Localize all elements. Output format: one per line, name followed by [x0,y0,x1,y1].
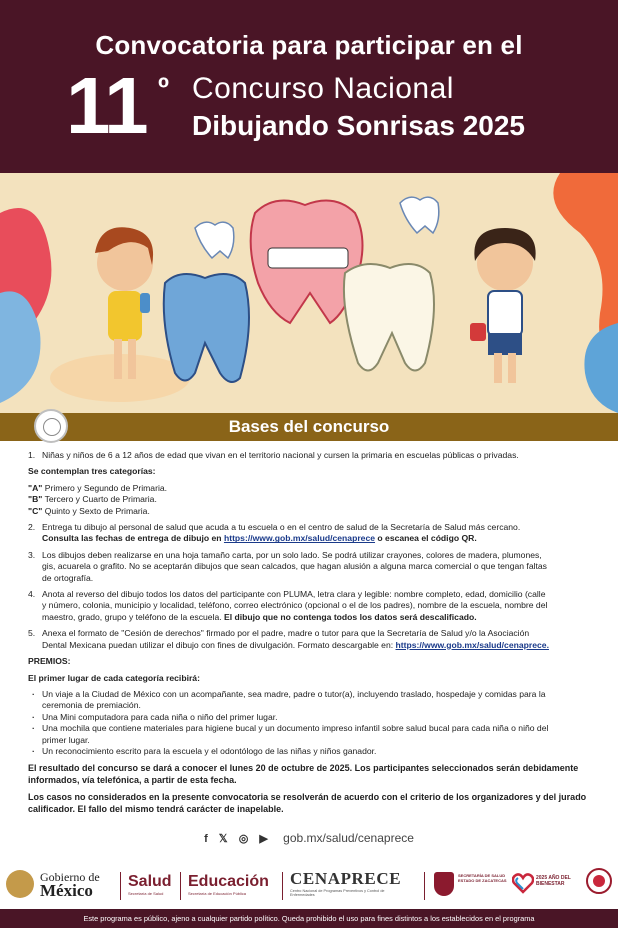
category-a: "A" Primero y Segundo de Primaria. [28,482,168,493]
footer-disclaimer: Este programa es público, ajeno a cualquier partido político. Queda prohibido el uso para fines distintos a los establecidos en el programa [0,909,618,928]
rule-4-line-2: y número, colonia, municipio y localidad, teléfono, correo electrónico (opcional o el de los padres), nombre de la escuela, nombre del [42,600,548,611]
title-line-1: Convocatoria para participar en el [95,30,523,60]
title-line-3: Dibujando Sonrisas 2025 [192,110,525,141]
gobierno-de: Gobierno de [40,870,100,884]
illustration-banner [0,173,618,413]
bases-title: Bases del concurso [228,417,390,436]
prize-4: · Un reconocimiento escrito para la escuela y el odontólogo de las niñas y niños ganador. [28,746,594,757]
edition-number: 11 [66,61,147,150]
rule-5-line-2: Dental Mexicana puedan utilizar el dibujo con fines de divulgación. Formato descargable en: https://www.gob.mx/salud/cenaprece. [42,639,549,650]
rule-3-line-3: de ortografía. [42,572,94,583]
logo-separator [180,872,181,900]
logos-row [0,858,618,908]
tooth-drawing-blue [164,274,249,382]
bienestar-logo: 2025 AÑO DEL BIENESTAR [536,875,571,887]
social-media-icon[interactable]: f 𝕏 ◎ ▶ [204,833,272,845]
cases-notice: Los casos no considerados en la presente convocatoria se resolverán de acuerdo con el criterio de los organizadores y del jurado calificador. El fallo del mismo tendrá carácter de inapelable. [28,792,587,815]
contest-rules [28,450,594,815]
prizes-subtitle: El primer lugar de cada categoría recibirá: [28,672,200,683]
cenaprece-sub: Centro Nacional de Programas Preventivos y Control de Enfermedades [290,889,385,898]
title-line-2: Concurso Nacional [192,72,454,105]
rule-2: 2. Entrega tu dibujo al personal de salud que acuda a tu escuela o en el centro de salud de la Secretaría de Salud más cercano. [28,522,521,533]
social-url[interactable]: gob.mx/salud/cenaprece [283,831,414,845]
educacion-sub: Secretaría de Educación Pública [188,891,247,896]
category-b: "B" Tercero y Cuarto de Primaria. [28,494,157,505]
educacion-logo: Educación [188,873,269,890]
bases-bar [0,413,618,441]
flying-tooth-right [400,197,439,233]
header-banner [0,0,618,173]
logo-separator [120,872,121,900]
rule-4: 4. Anota al reverso del dibujo todos los datos del participante con PLUMA, letra clara y legible: nombre completo, edad, domicilio (calle [28,589,546,600]
logo-separator [424,872,425,900]
salud-logo: Salud [128,873,172,890]
rule-3: 3. Los dibujos deben realizarse en una hoja tamaño carta, por un solo lado. Se podrá utilizar crayones, colores de madera, plumones, [28,549,542,560]
mexico-seal-icon [6,870,34,898]
cenaprece-link[interactable]: https://www.gob.mx/salud/cenaprece [223,533,376,544]
categories-title: Se contemplan tres categorías: [28,466,156,477]
right-blob-blue [584,323,618,413]
cenaprece-logo: CENAPRECE [290,869,402,888]
logo-separator [282,872,283,900]
salud-sub: Secretaría de Salud [128,891,164,896]
zacatecas-shield-icon [434,872,454,896]
rule-2-dates: Consulta las fechas de entrega de dibujo en https://www.gob.mx/salud/cenaprece o escanea el código QR. [42,533,477,544]
rule-5: 5. Anexa el formato de "Cesión de derechos" firmado por el padre, madre o tutor para que la Secretaría de Salud y/o la Asociación [28,628,530,639]
mexico-logo: México [40,881,93,900]
social-row [0,831,618,845]
seal-icon [34,409,68,443]
category-c: "C" Quinto y Sexto de Primaria. [28,505,150,516]
prize-1: · Un viaje a la Ciudad de México con un acompañante, sea madre, padre o tutor(a), incluyendo traslado, hospedaje y comidas para la ceremonia de premiación. [28,689,594,712]
teeth-grin [268,248,348,268]
tooth-drawing-white [344,264,434,371]
rule-4-line-3: maestro, grado, grupo y teléfono de la escuela. El dibujo que no contenga todos los datos será descalificado. [42,611,477,622]
edition-degree: º [158,72,169,105]
bienestar-heart-icon [512,872,534,894]
boy-figure [470,228,536,383]
rule-3-line-2: gis, acuarela o grafito. No se aceptarán dibujos que sean calcados, que hagan alusión a alguna marca comercial o que tengan faltas [42,561,547,572]
dental-association-icon [586,868,612,894]
results-notice: El resultado del concurso se dará a conocer el lunes 20 de octubre de 2025. Los participantes seleccionados serán debidamente informados, vía telefónica, a partir de esta fecha. [28,763,579,786]
kids-teeth-illustration [0,173,618,413]
flying-tooth-left [195,222,234,258]
rule-1: 1. Niñas y niños de 6 a 12 años de edad que vivan en el territorio nacional y cursen la primaria en escuelas públicas o privadas. [28,450,519,460]
format-download-link[interactable]: https://www.gob.mx/salud/cenaprece. [395,639,549,650]
zacatecas-logo: SECRETARÍA DE SALUD ESTADO DE ZACATECAS [458,873,507,883]
prize-3: · Una mochila que contiene materiales para higiene bucal y un documento impreso infantil sobre salud bucal para cada niña o niño del primer lugar. [28,723,594,746]
prize-2: · Una Mini computadora para cada niña o niño del primer lugar. [28,712,594,723]
prizes-title: PREMIOS: [28,656,71,667]
